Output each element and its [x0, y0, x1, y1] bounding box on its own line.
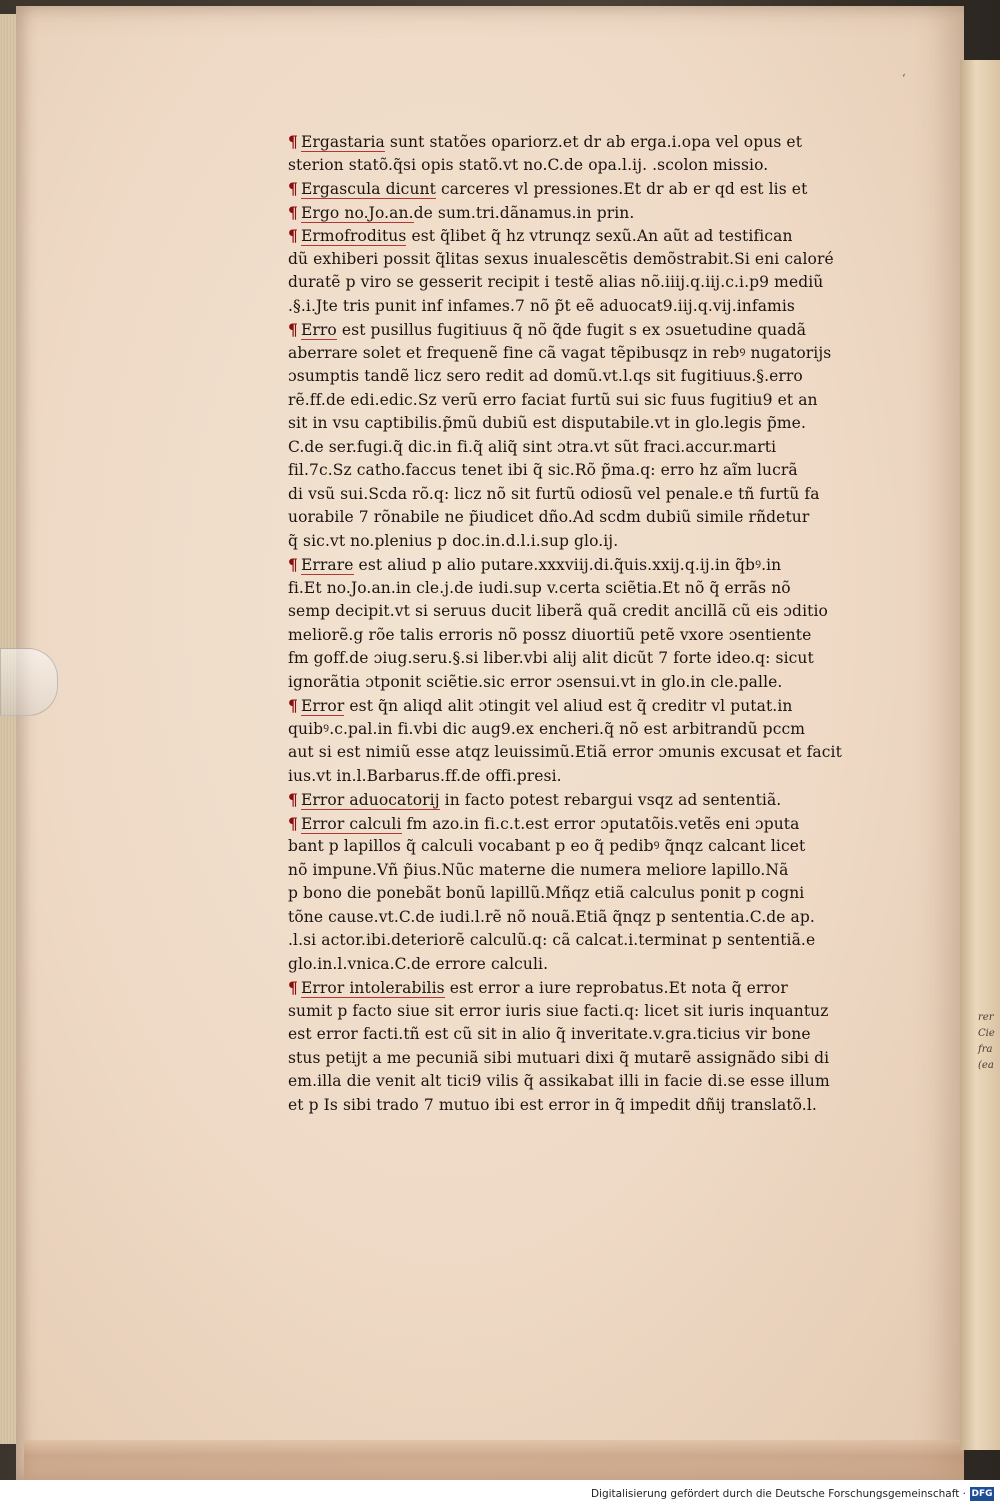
line-text: quibꝰ.c.pal.in fi.vbi dic aug9.ex encheri.q̃ nõ est arbitrandũ pccm: [288, 719, 806, 738]
line-text: semp decipit.vt si seruus ducit liberã quã credit ancillã cũ eis ɔditio: [288, 602, 828, 620]
paragraph-mark-icon: ¶: [288, 978, 298, 997]
text-line: [288, 248, 900, 272]
line-text: C.de ser.fugi.q̃ dic.in fi.q̃ aliq̃ sint ɔtra.vt sũt fraci.accur.marti: [288, 437, 777, 456]
line-text: q̃ sic.vt no.plenius p doc.in.d.l.i.sup glo.ij.: [288, 531, 619, 550]
paragraph-mark-icon: ¶: [288, 202, 298, 222]
line-text: est error a iure reprobatus.Et nota q̃ error: [444, 979, 788, 997]
text-line: [288, 201, 900, 225]
text-line: [288, 953, 900, 977]
text-column: [288, 130, 900, 1117]
paragraph-mark-icon: ¶: [288, 132, 298, 151]
page-bottom-edge: [24, 1440, 964, 1480]
text-line: [288, 859, 900, 883]
line-text: p bono die ponebãt bonũ lapillũ.Mñqz etiã calculus ponit p cogni: [288, 884, 805, 902]
right-leaf-text: rer Cie fra (ea: [978, 1012, 995, 1071]
text-line: [288, 577, 900, 601]
text-line: [288, 506, 900, 530]
line-text: dũ exhiberi possit q̃litas sexus inualescẽtis demõstrabit.Si eni caloré: [288, 249, 834, 268]
entry-headword: Ermofroditus: [300, 227, 407, 245]
line-text: nõ impune.Vñ p̃ius.Nũc materne die numera meliore lapillo.Nã: [288, 860, 789, 879]
text-line: [288, 624, 900, 648]
text-line: [288, 1070, 900, 1094]
entry-headword: Error aduocatorij: [300, 791, 440, 809]
text-line: [288, 295, 900, 319]
entry-headword: Error calculi: [300, 814, 402, 833]
line-text: duratẽ p viro se gesserit recipit i testẽ alias nõ.iiij.q.iij.c.i.p9 mediũ: [288, 273, 824, 291]
text-line: [288, 976, 900, 1000]
line-text: ɔsumptis tandẽ licz sero redit ad domũ.vt.l.qs sit fugitiuus.§.erro: [288, 367, 803, 385]
line-text: em.illa die venit alt tici9 vilis q̃ assikabat illi in facie di.se esse illum: [288, 1072, 830, 1090]
text-line: [288, 177, 900, 201]
text-line: [288, 412, 900, 436]
text-line: [288, 741, 900, 765]
text-line: [288, 600, 900, 624]
paragraph-mark-icon: ¶: [288, 813, 298, 833]
paragraph-mark-icon: ¶: [288, 696, 298, 715]
line-text: sit in vsu captibilis.p̃mũ dubiũ est disputabile.vt in glo.legis p̃me.: [288, 414, 806, 432]
text-line: [288, 436, 900, 460]
text-line: [288, 835, 900, 859]
text-line: [288, 130, 900, 154]
text-line: [288, 906, 900, 930]
line-text: fm azo.in fi.c.t.est error ɔputatõis.vetẽs eni ɔputa: [401, 814, 800, 833]
entry-headword: Error: [300, 697, 345, 715]
line-text: uorabile 7 rõnabile ne p̃iudicet dño.Ad scdm dubiũ simile rñdetur: [288, 508, 810, 526]
text-line: [288, 459, 900, 483]
entry-headword: Ergo no.Jo.an.: [300, 203, 414, 222]
line-text: ignorãtia ɔtponit sciẽtie.sic error ɔsensui.vt in glo.in cle.palle.: [288, 672, 783, 691]
text-line: [288, 530, 900, 554]
paragraph-mark-icon: ¶: [288, 179, 298, 198]
line-text: tõne cause.vt.C.de iudi.l.rẽ nõ nouã.Etiã q̃nqz p sententia.C.de ap.: [288, 907, 815, 926]
right-leaf: [960, 60, 1000, 1450]
line-text: ius.vt in.l.Barbarus.ff.de offi.presi.: [288, 766, 562, 785]
line-text: sterion statõ.q̃si opis statõ.vt no.C.de opa.l.ij. .scolon missio.: [288, 155, 769, 174]
text-line: [288, 318, 900, 342]
footer-bar: [0, 1480, 1000, 1509]
text-line: [288, 553, 900, 577]
paragraph-mark-icon: ¶: [288, 226, 298, 245]
line-text: glo.in.l.vnica.C.de errore calculi.: [288, 954, 549, 973]
line-text: carceres vl pressiones.Et dr ab er qd est lis et: [435, 180, 808, 198]
text-line: [288, 882, 900, 906]
text-line: [288, 154, 900, 178]
text-line: [288, 1094, 900, 1118]
text-line: [288, 788, 900, 812]
line-text: meliorẽ.g rõe talis erroris nõ possz diuortiũ petẽ vxore ɔsentiente: [288, 625, 812, 644]
line-text: est pusillus fugitiuus q̃ nõ q̃de fugit s ex ɔsuetudine quadã: [336, 321, 807, 339]
line-text: rẽ.ff.de edi.edic.Sz verũ erro faciat furtũ sui sic fuus fugitiu9 et an: [288, 390, 818, 409]
text-line: [288, 389, 900, 413]
line-text: de sum.tri.dãnamus.in prin.: [413, 203, 635, 222]
text-line: [288, 1000, 900, 1024]
line-text: fm goff.de ɔiug.seru.§.si liber.vbi alij alit dicũt 7 forte ideo.q: sicut: [288, 649, 814, 667]
dfg-logo: DFG: [971, 1489, 993, 1499]
line-text: di vsũ sui.Scda rõ.q: licz nõ sit furtũ odiosũ vel penale.e tñ furtũ fa: [288, 484, 820, 503]
text-line: [288, 647, 900, 671]
line-text: sumit p facto siue sit error iuris siue facti.q: licet sit iuris inquantuz: [288, 1001, 829, 1020]
line-text: est q̃libet q̃ hz vtrunqz sexũ.An aũt ad testifican: [406, 227, 793, 245]
line-text: .l.si actor.ibi.deteriorẽ calculũ.q: cã calcat.i.terminat p sententiã.e: [288, 931, 816, 949]
line-text: et p Is sibi trado 7 mutuo ibi est error in q̃ impedit dñij translatõ.l.: [288, 1095, 817, 1114]
entry-headword: Errare: [300, 556, 354, 574]
entry-headword: Error intolerabilis: [300, 979, 445, 997]
line-text: aberrare solet et frequenẽ fine cã vagat tẽpibusqz in rebꝰ nugatorijs: [288, 343, 832, 362]
line-text: aut si est nimiũ esse atqz leuissimũ.Etiã error ɔmunis excusat et facit: [288, 743, 842, 761]
text-line: [288, 271, 900, 295]
text-line: [288, 765, 900, 789]
text-line: [288, 1047, 900, 1071]
line-text: stus petijt a me pecuniã sibi mutuari dixi q̃ mutarẽ assignãdo sibi di: [288, 1048, 830, 1067]
paragraph-mark-icon: ¶: [288, 790, 298, 809]
text-line: [288, 1023, 900, 1047]
line-text: est error facti.tñ est cũ sit in alio q̃ inveritate.v.gra.ticius vir bone: [288, 1025, 811, 1043]
line-text: in facto potest rebargui vsqz ad sententiã.: [439, 791, 782, 809]
text-line: [288, 483, 900, 507]
line-text: sunt statões opariorz.et dr ab erga.i.opa vel opus et: [384, 133, 803, 151]
line-text: .§.i.Jte tris punit inf infames.7 nõ p̃t eẽ aduocat9.iij.q.vij.infamis: [288, 296, 795, 315]
footer-credit: Digitalisierung gefördert durch die Deutsche Forschungsgemeinschaft ·: [590, 1488, 966, 1500]
bookmark-clip: [0, 648, 58, 716]
entry-headword: Ergastaria: [300, 133, 385, 151]
line-text: bant p lapillos q̃ calculi vocabant p eo q̃ pedibꝰ q̃nqz calcant licet: [288, 837, 806, 855]
line-text: fi.Et no.Jo.an.in cle.j.de iudi.sup v.certa sciẽtia.Et nõ q̃ errãs nõ: [288, 578, 791, 597]
paragraph-mark-icon: ¶: [288, 320, 298, 339]
text-line: [288, 671, 900, 695]
text-line: [288, 812, 900, 836]
text-line: [288, 224, 900, 248]
entry-headword: Ergascula dicunt: [300, 180, 436, 198]
text-line: [288, 929, 900, 953]
text-line: [288, 718, 900, 742]
text-line: [288, 365, 900, 389]
paragraph-mark-icon: ¶: [288, 555, 298, 574]
line-text: est aliud p alio putare.xxxviij.di.q̃uis.xxij.q.ij.in q̃bꝰ.in: [353, 556, 782, 574]
line-text: est q̃n aliqd alit ɔtingit vel aliud est q̃ creditr vl putat.in: [344, 697, 793, 715]
text-line: [288, 694, 900, 718]
top-margin-mark: ʻ: [902, 72, 906, 85]
entry-headword: Erro: [300, 321, 337, 339]
line-text: fil.7c.Sz catho.faccus tenet ibi q̃ sic.Rõ p̃ma.q: erro hz aĩm lucrã: [288, 461, 798, 479]
text-line: [288, 342, 900, 366]
